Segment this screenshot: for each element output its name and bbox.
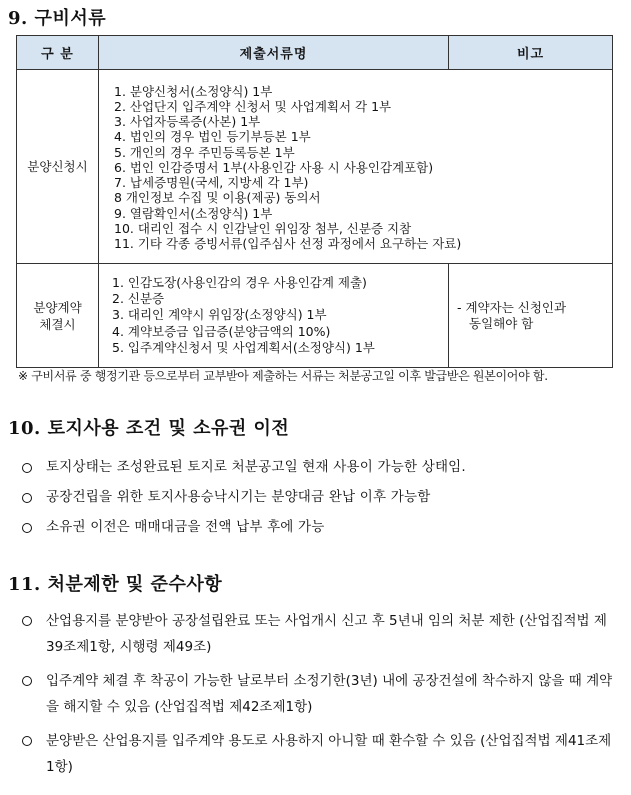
- header-remarks: 비고: [449, 36, 613, 70]
- list-item: [20, 455, 616, 485]
- list-item: 4. 법인의 경우 법인 등기부등본 1부: [114, 129, 311, 145]
- list-item: 10. 대리인 접수 시 인감날인 위임장 첨부, 신분증 지참: [114, 220, 412, 236]
- section-11-bullets: [20, 608, 616, 788]
- remarks-cell: [449, 264, 613, 368]
- list-item: 5. 입주계약신청서 및 사업계획서(소정양식) 1부: [112, 339, 375, 355]
- section-10-bullets: [20, 455, 616, 545]
- category-line: 체결시: [39, 316, 76, 332]
- category-line: 분양계약: [33, 299, 82, 315]
- header-category: 구 분: [17, 36, 99, 70]
- list-item: 8 개인정보 수집 및 이용(제공) 동의서: [114, 190, 321, 206]
- section-9-title: 9. 구비서류: [8, 8, 107, 29]
- table-footnote: ※ 구비서류 중 행정기관 등으로부터 교부받아 제출하는 서류는 처분공고일 이후 발급받은 원본이어야 함.: [18, 369, 548, 383]
- list-item: 1. 인감도장(사용인감의 경우 사용인감계 제출): [112, 274, 367, 290]
- list-item: 9. 열람확인서(소정양식) 1부: [114, 205, 273, 221]
- category-cell: 분양신청시: [17, 70, 99, 264]
- circle-bullet-icon: [22, 463, 32, 473]
- list-item: [20, 728, 616, 780]
- table-row: [17, 264, 613, 368]
- bullet-text: 분양받은 산업용지를 입주계약 용도로 사용하지 아니할 때 환수할 수 있음 (산업집적법 제41조제1항): [46, 733, 612, 775]
- document-list-cell: [99, 264, 449, 368]
- document-list: [100, 82, 611, 251]
- bullet-text: 토지상태는 조성완료된 토지로 처분공고일 현재 사용이 가능한 상태임.: [46, 459, 466, 475]
- list-item: 2. 신분증: [112, 291, 165, 307]
- circle-bullet-icon: [22, 523, 32, 533]
- list-item: 3. 사업자등록증(사본) 1부: [114, 114, 261, 130]
- list-item: 4. 계약보증금 입금증(분양금액의 10%): [112, 323, 331, 339]
- category-cell: [17, 264, 99, 368]
- table-row: [17, 70, 613, 264]
- table-header-row: [17, 36, 613, 70]
- bullet-text: 산업용지를 분양받아 공장설립완료 또는 사업개시 신고 후 5년내 임의 처분 제한 (산업집적법 제39조제1항, 시행령 제49조): [46, 613, 607, 655]
- circle-bullet-icon: [22, 493, 32, 503]
- list-item: [20, 515, 616, 545]
- list-item: 1. 분양신청서(소정양식) 1부: [114, 83, 273, 99]
- list-item: 2. 산업단지 입주계약 신청서 및 사업계획서 각 1부: [114, 99, 392, 115]
- circle-bullet-icon: [22, 736, 32, 746]
- circle-bullet-icon: [22, 616, 32, 626]
- required-documents-table: [16, 35, 613, 368]
- bullet-text: 입주계약 체결 후 착공이 가능한 날로부터 소정기한(3년) 내에 공장건설에 착수하지 않을 때 계약을 해지할 수 있음 (산업집적법 제42조제1항): [46, 673, 613, 715]
- remark-line: - 계약자는 신청인과: [457, 299, 567, 315]
- bullet-text: 소유권 이전은 매매대금을 전액 납부 후에 가능: [46, 519, 325, 535]
- list-item: 5. 개인의 경우 주민등록등본 1부: [114, 144, 295, 160]
- list-item: 7. 납세증명원(국세, 지방세 각 1부): [114, 175, 309, 191]
- list-item: 6. 법인 인감증명서 1부(사용인감 사용 시 사용인감계포함): [114, 159, 434, 175]
- list-item: 3. 대리인 계약시 위임장(소정양식) 1부: [112, 307, 327, 323]
- remark-line: 동일해야 함: [469, 315, 534, 331]
- circle-bullet-icon: [22, 676, 32, 686]
- header-document-name: 제출서류명: [99, 36, 449, 70]
- list-item: [20, 485, 616, 515]
- bullet-text: 공장건립을 위한 토지사용승낙시기는 분양대금 완납 이후 가능함: [46, 489, 431, 505]
- document-list: [100, 275, 447, 356]
- list-item: 11. 기타 각종 증빙서류(입주심사 선정 과정에서 요구하는 자료): [114, 235, 462, 251]
- section-10-title: 10. 토지사용 조건 및 소유권 이전: [8, 418, 290, 439]
- document-list-cell: [99, 70, 613, 264]
- list-item: [20, 608, 616, 660]
- section-11-title: 11. 처분제한 및 준수사항: [8, 574, 223, 595]
- list-item: [20, 668, 616, 720]
